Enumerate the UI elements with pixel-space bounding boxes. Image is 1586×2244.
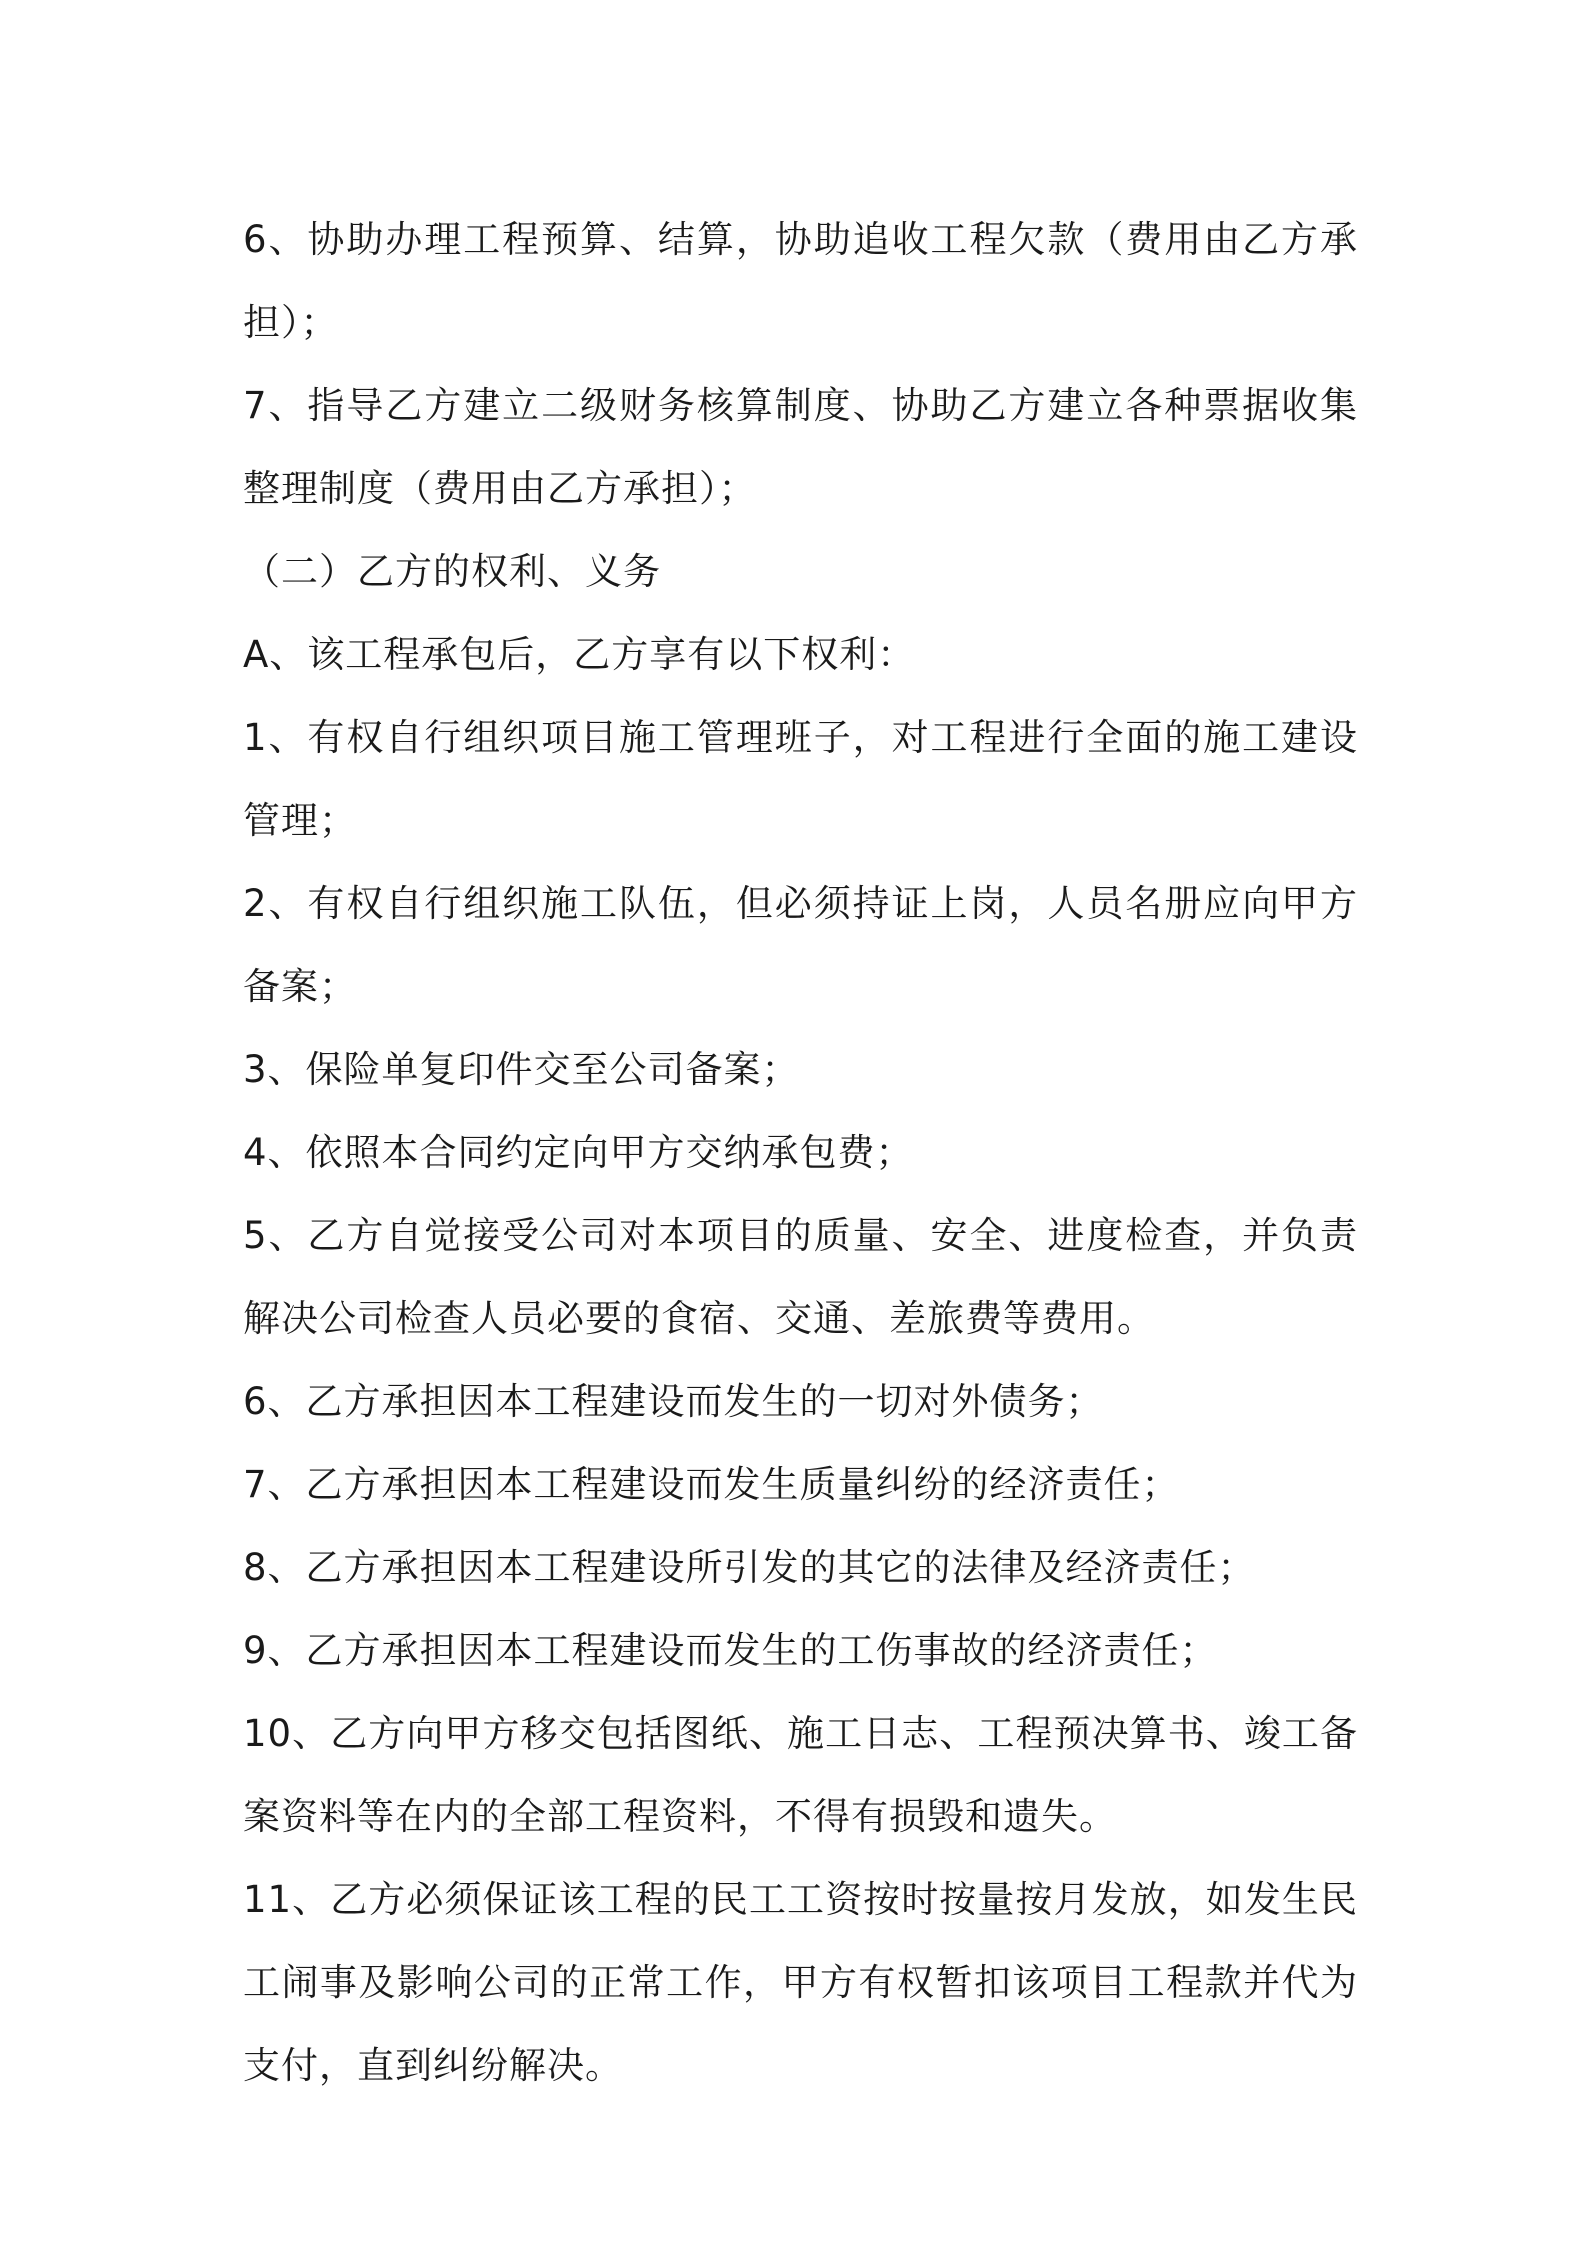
paragraph-right-3: 3、保险单复印件交至公司备案； — [243, 1048, 800, 1091]
paragraph-right-6: 6、乙方承担因本工程建设而发生的一切对外债务； — [243, 1380, 1104, 1423]
section-heading-party-b-rights: （二）乙方的权利、义务 — [243, 550, 661, 593]
paragraph-right-5: 5、乙方自觉接受公司对本项目的质量、安全、进度检查，并负责解决公司检查人员必要的食宿、交通、差旅费等费用。 — [243, 1214, 1358, 1340]
paragraph-item-7-accounting: 7、指导乙方建立二级财务核算制度、协助乙方建立各种票据收集整理制度（费用由乙方承担）； — [243, 384, 1358, 510]
document-body — [243, 198, 1358, 2107]
paragraph-right-2: 2、有权自行组织施工队伍，但必须持证上岗，人员名册应向甲方备案； — [243, 882, 1358, 1008]
paragraph-right-4: 4、依照本合同约定向甲方交纳承包费； — [243, 1131, 914, 1174]
subsection-heading-a: A、该工程承包后，乙方享有以下权利： — [243, 633, 916, 676]
paragraph-right-11: 11、乙方必须保证该工程的民工工资按时按量按月发放，如发生民工闹事及影响公司的正常工作，甲方有权暂扣该项目工程款并代为支付，直到纠纷解决。 — [243, 1878, 1358, 2087]
paragraph-right-10: 10、乙方向甲方移交包括图纸、施工日志、工程预决算书、竣工备案资料等在内的全部工程资料，不得有损毁和遗失。 — [243, 1712, 1358, 1838]
paragraph-item-6-finance: 6、协助办理工程预算、结算，协助追收工程欠款（费用由乙方承担）； — [243, 218, 1358, 344]
paragraph-right-9: 9、乙方承担因本工程建设而发生的工伤事故的经济责任； — [243, 1629, 1218, 1672]
paragraph-right-1: 1、有权自行组织项目施工管理班子，对工程进行全面的施工建设管理； — [243, 716, 1358, 842]
paragraph-right-8: 8、乙方承担因本工程建设所引发的其它的法律及经济责任； — [243, 1546, 1256, 1589]
paragraph-right-7: 7、乙方承担因本工程建设而发生质量纠纷的经济责任； — [243, 1463, 1180, 1506]
